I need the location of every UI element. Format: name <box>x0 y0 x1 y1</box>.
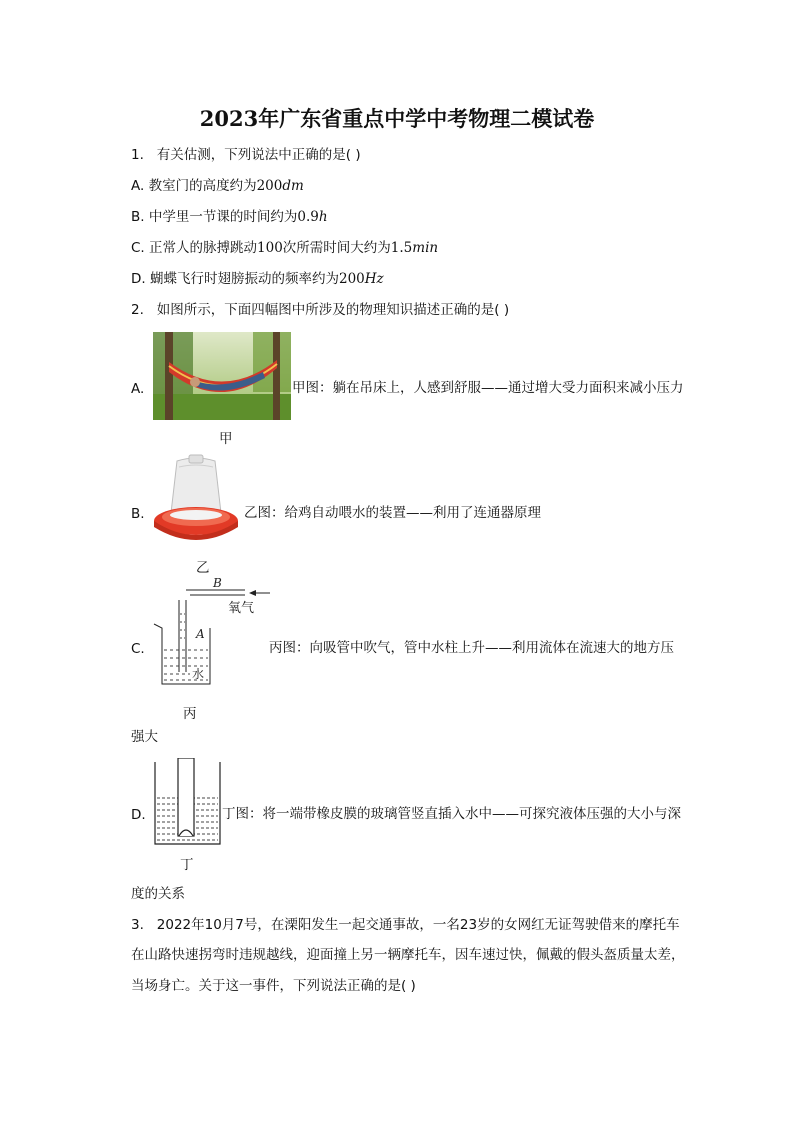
option-d-text-continued: 度的关系 <box>131 886 185 902</box>
label-water: 水 <box>192 667 205 681</box>
option-a-text: 甲图：躺在吊床上，人感到舒服——通过增大受力面积来减小压力 <box>292 380 684 396</box>
question-3-line-2: 在山路快速拐弯时违规越线，迎面撞上另一辆摩托车，因车速过快，佩戴的假头盔质量太差， <box>131 947 685 963</box>
question-1 <box>131 146 361 164</box>
page-title: 2023年广东省重点中学中考物理二模试卷 <box>199 106 595 131</box>
label-a: A <box>196 627 205 641</box>
hammock-photo <box>153 332 291 420</box>
figure-caption: 乙 <box>196 560 210 576</box>
option-b-text: 乙图：给鸡自动喂水的装置——利用了连通器原理 <box>244 505 541 521</box>
question-3-line-3: 当场身亡。关于这一事件，下列说法正确的是( ) <box>131 978 416 994</box>
label-b: B <box>213 576 222 590</box>
label-gas: 氧气 <box>228 601 255 616</box>
option-c: C. 正常人的脉搏跳动100次所需时间大约为1.5min <box>131 240 439 256</box>
figure-caption: 丁 <box>180 857 194 873</box>
membrane-tube-diagram <box>150 758 225 848</box>
option-b-label: B. <box>131 506 145 522</box>
question-stem: 有关估测，下列说法中正确的是( ) <box>156 147 361 163</box>
option-a: A. 教室门的高度约为200dm <box>131 178 304 194</box>
chicken-waterer-photo <box>151 453 241 548</box>
straw-experiment-diagram <box>150 574 275 692</box>
question-number: 2. <box>131 302 144 318</box>
option-d-text: 丁图：将一端带橡皮膜的玻璃管竖直插入水中——可探究液体压强的大小与深 <box>222 806 681 822</box>
option-c-text: 丙图：向吸管中吹气，管中水柱上升——利用流体在流速大的地方压 <box>269 640 674 656</box>
figure-caption: 丙 <box>183 706 197 722</box>
question-number: 1. <box>131 147 144 163</box>
question-stem: 如图所示，下面四幅图中所涉及的物理知识描述正确的是( ) <box>156 302 510 318</box>
option-c-label: C. <box>131 641 145 657</box>
question-number: 3. <box>131 917 144 933</box>
option-b: B. 中学里一节课的时间约为0.9h <box>131 209 328 225</box>
question-3 <box>131 916 680 934</box>
question-2 <box>131 301 509 319</box>
option-c-text-continued: 强大 <box>131 729 158 745</box>
figure-caption: 甲 <box>219 431 233 447</box>
option-d-label: D. <box>131 807 146 823</box>
question-stem-line-1: 2022年10月7号，在溧阳发生一起交通事故，一名23岁的女网红无证驾驶借来的摩托车 <box>156 917 680 933</box>
option-d: D. 蝴蝶飞行时翅膀振动的频率约为200Hz <box>131 271 384 287</box>
option-a-label: A. <box>131 381 145 397</box>
